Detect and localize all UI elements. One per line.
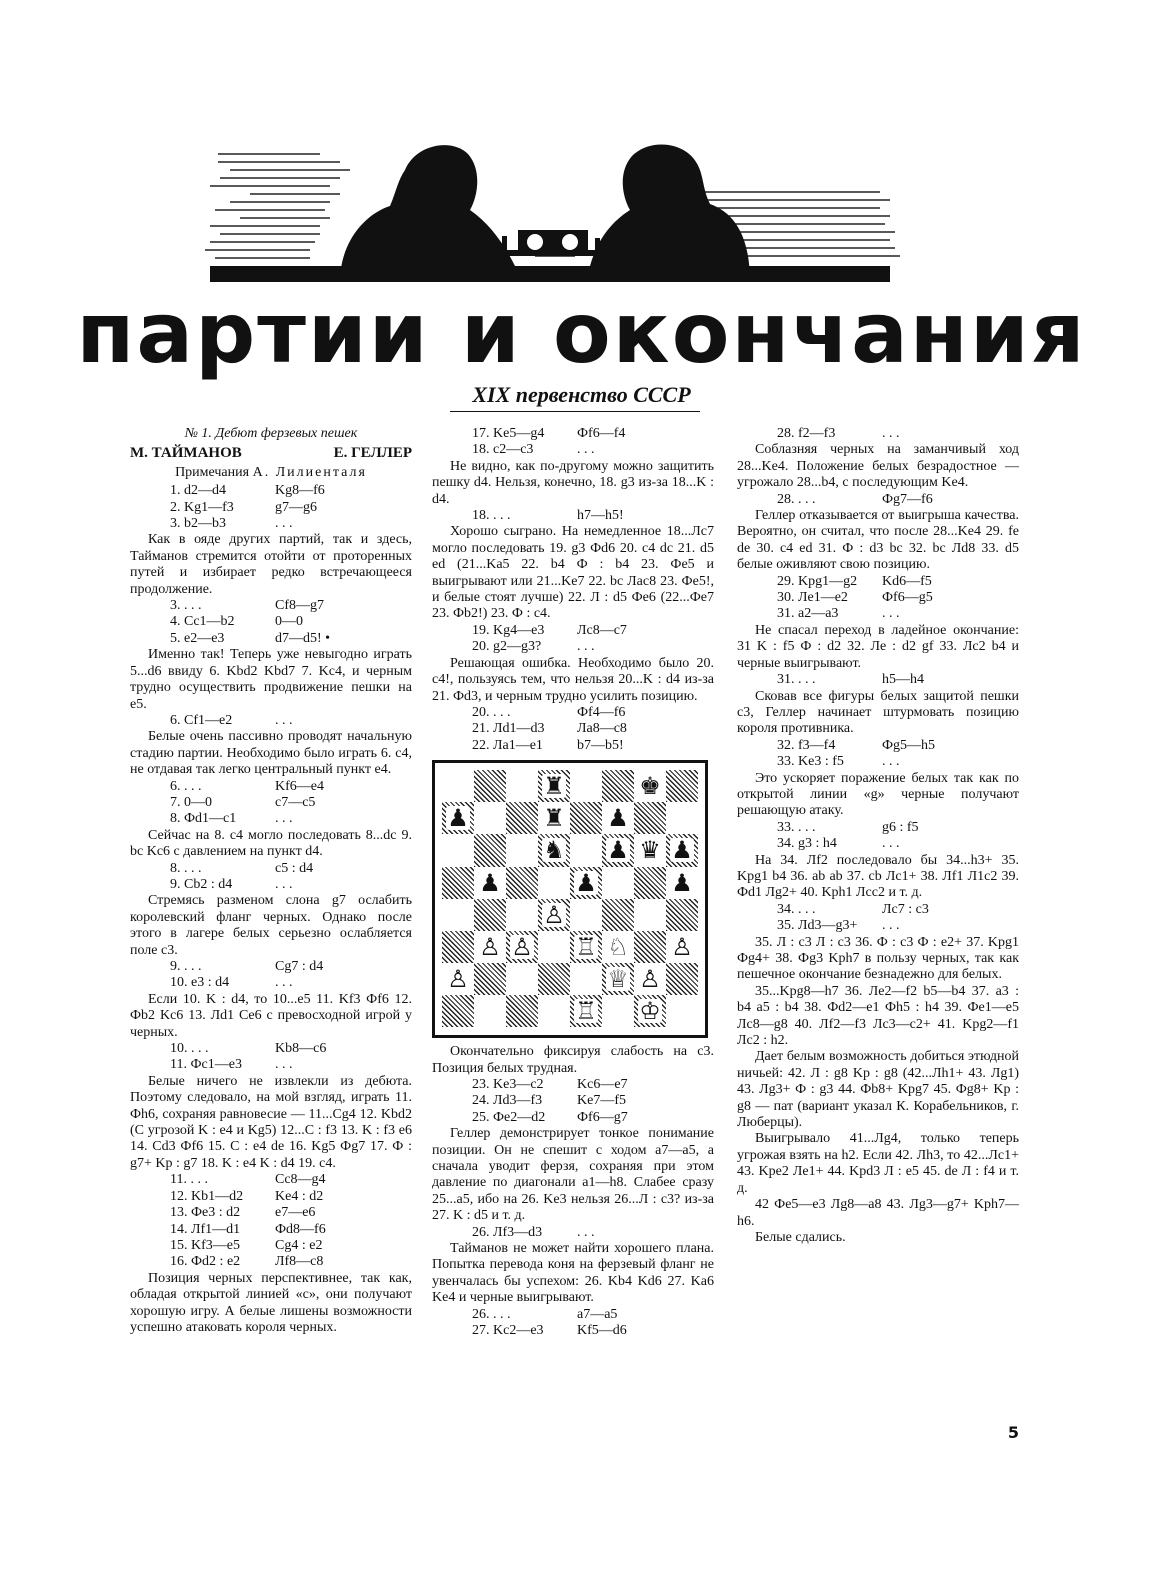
commentary-paragraph: Окончательно фиксируя слабость на c3. Позиция белых трудная.	[432, 1044, 714, 1076]
black-move: Фg7—f6	[882, 491, 933, 507]
move-row	[432, 1110, 714, 1126]
move-row	[130, 713, 412, 729]
black-move: . . .	[275, 712, 293, 728]
black-move: Cg7 : d4	[275, 959, 324, 974]
black-move: h7—h5!	[577, 508, 624, 524]
board-square	[442, 770, 474, 802]
board-square	[474, 802, 506, 834]
board-square	[506, 834, 538, 866]
black-move: . . .	[275, 811, 293, 827]
commentary-paragraph: 35...Kpg8—h7 36. Лe2—f2 b5—b4 37. a3 : b4 a5 : b4 38. Фd2—e1 Фh5 : h4 39. Фe1—e5 Лc8—g8 40. Лf2—f3 Лc3—c2+ 41. Kpg2—f1 Лc2 : h2.	[737, 983, 1019, 1049]
white-move: 10. . . .	[170, 1041, 209, 1057]
black-move: Ke4 : d2	[275, 1188, 324, 1204]
black-move: . . .	[275, 975, 293, 991]
white-move: 6. . . .	[170, 778, 202, 794]
commentary-paragraph: 42 Фe5—e3 Лg8—a8 43. Лg3—g7+ Kph7—h6.	[737, 1197, 1019, 1229]
white-move: 22. Лa1—e1	[472, 737, 543, 753]
board-square	[666, 770, 698, 802]
move-row	[432, 721, 714, 737]
board-square	[474, 963, 506, 995]
chess-diagram	[432, 760, 708, 1038]
black-rook-icon: ♜	[543, 772, 565, 801]
black-move: a7—a5	[577, 1306, 618, 1322]
white-move: 26. Лf3—d3	[472, 1224, 543, 1240]
page-title: партии и окончания	[76, 284, 1087, 382]
black-pawn-icon: ♟	[575, 868, 597, 897]
chess-players-illustration	[190, 132, 910, 282]
commentary-paragraph: Решающая ошибка. Необходимо было 20. c4!, пользуясь тем, что нельзя 20...K : d4 из-за 21. Фd3, и черным трудно усилить позицию.	[432, 655, 714, 704]
move-row	[130, 1254, 412, 1270]
black-move: Kg8—f6	[275, 483, 325, 499]
board-square	[634, 770, 666, 802]
black-move: h5—h4	[882, 672, 924, 688]
black-move: c7—c5	[275, 794, 316, 810]
white-move: 33. Ke3 : f5	[777, 754, 844, 770]
chess-board	[442, 770, 698, 1027]
white-move: 20. . . .	[472, 704, 511, 720]
move-row	[737, 836, 1019, 852]
commentary-paragraph: Тайманов не может найти хорошего плана. Попытка перевода коня на ферзевый фланг не увенчалась бы успехом: 26. Kb4 Kd6 27. Ka6 Ke4 и черные выигрывают.	[432, 1241, 714, 1306]
white-knight-icon: ♘	[607, 932, 629, 961]
black-move: Kf5—d6	[577, 1323, 627, 1339]
move-row	[130, 516, 412, 532]
black-move: Фf6—g7	[577, 1109, 628, 1125]
white-move: 25. Фe2—d2	[472, 1109, 546, 1125]
black-move: . . .	[275, 516, 293, 532]
black-move: Лc8—c7	[577, 622, 627, 638]
commentary-paragraph: Не спасал переход в ладейное окончание: 31 K : f5 Ф : d2 32. Лe : d2 gf 33. Лc2 b4 и черные выигрывают.	[737, 622, 1019, 671]
white-move: 18. c2—c3	[472, 442, 534, 458]
commentary-paragraph: Дает белым возможность добиться этюдной ничьей: 42. Л : g8 Kp : g8 (42...Лh1+ 43. Лg1) 43. Лg3+ Ф : g3 44. Фb8+ Kpg7 45. Фg8+ Kp : g8 — пат (вариант указал К. Корабельников, г. Люберцы).	[737, 1049, 1019, 1131]
commentary-paragraph: Хорошо сыграно. На немедленное 18...Лc7 могло последовать 19. g3 Фd6 20. c4 dc 21. d5 ed (21...Ka5 22. b4 Ф : b4 23. Фe5 и выигрывают или 21...Ke7 22. bc Лac8 23. Фe5!, и белые стоят лучше) 22. Л : d5 Фe6 (22...Фe7 23. Фb2!) 23. Ф : c4.	[432, 524, 714, 622]
white-move: 4. Cc1—b2	[170, 614, 235, 630]
white-move: 28. f2—f3	[777, 426, 836, 441]
left-column-content	[130, 483, 412, 1336]
move-row	[737, 672, 1019, 688]
board-square	[442, 931, 474, 963]
black-move: Лa8—c8	[577, 721, 627, 737]
board-square	[666, 802, 698, 834]
move-row	[432, 639, 714, 655]
commentary-paragraph: Именно так! Теперь уже невыгодно играть 5...d6 ввиду 6. Kbd2 Kbd7 7. Kc4, и черным трудно осуществить продвижение пешки на e5.	[130, 647, 412, 712]
black-pawn-icon: ♟	[479, 868, 501, 897]
move-row	[432, 426, 714, 442]
white-move: 8. Фd1—c1	[170, 811, 237, 827]
white-pawn-icon: ♙	[639, 964, 661, 993]
move-row	[130, 975, 412, 991]
black-move: Kc6—e7	[577, 1076, 628, 1092]
move-row	[737, 606, 1019, 622]
white-move: 35. Лd3—g3+	[777, 918, 858, 934]
commentary-paragraph: Как в ояде других партий, так и здесь, Тайманов стремится отойти от проторенных путей и избирает редко встречающееся продолжение.	[130, 532, 412, 597]
white-move: 7. 0—0	[170, 794, 212, 810]
white-move: 3. b2—b3	[170, 516, 226, 532]
white-move: 20. g2—g3?	[472, 639, 542, 655]
board-square	[570, 834, 602, 866]
black-move: Cc8—g4	[275, 1172, 326, 1188]
move-row	[432, 1093, 714, 1109]
board-square	[602, 867, 634, 899]
white-move: 30. Лe1—e2	[777, 590, 848, 606]
column-middle	[432, 426, 714, 1339]
move-row	[130, 861, 412, 877]
white-rook-icon: ♖	[575, 997, 597, 1026]
board-square	[538, 770, 570, 802]
white-move: 19. Kg4—e3	[472, 622, 545, 638]
white-move: 2. Kg1—f3	[170, 499, 234, 515]
white-move: 8. . . .	[170, 860, 202, 876]
black-pawn-icon: ♟	[671, 868, 693, 897]
column-left	[130, 426, 412, 1336]
black-move: . . .	[882, 426, 900, 441]
board-square	[442, 834, 474, 866]
white-move: 18. . . .	[472, 508, 511, 524]
black-pawn-icon: ♟	[671, 836, 693, 865]
board-square	[602, 770, 634, 802]
board-square	[474, 770, 506, 802]
board-square	[634, 931, 666, 963]
board-square	[602, 963, 634, 995]
board-square	[602, 834, 634, 866]
black-move: d7—d5! •	[275, 630, 331, 646]
move-row	[130, 1222, 412, 1238]
board-square	[474, 931, 506, 963]
commentary-paragraph: На 34. Лf2 последовало бы 34...h3+ 35. Kpg1 b4 36. ab ab 37. cb Лc1+ 38. Лf1 Л1c2 39. Фd1 Лg2+ 40. Kph1 Лcc2 и т. д.	[737, 852, 1019, 901]
commentary-paragraph: Стремясь разменом слона g7 ослабить королевский фланг черных. Однако после этого в лагере белых серьезно ослабляется поле c3.	[130, 893, 412, 958]
move-row	[130, 614, 412, 630]
move-row	[432, 1323, 714, 1339]
black-move: Ke7—f5	[577, 1093, 626, 1109]
commentary-paragraph: 35. Л : c3 Л : c3 36. Ф : c3 Ф : e2+ 37. Kpg1 Фg4+ 38. Фg3 Kph7 в пользу черных, так как пешечное окончание безнадежно для белых.	[737, 934, 1019, 983]
white-move: 31. . . .	[777, 672, 816, 688]
black-move: . . .	[275, 876, 293, 892]
black-move: b7—b5!	[577, 737, 624, 753]
move-row	[130, 1205, 412, 1221]
board-square	[602, 995, 634, 1027]
move-row	[130, 631, 412, 647]
black-move: . . .	[577, 639, 595, 655]
white-move: 24. Лd3—f3	[472, 1093, 543, 1109]
black-move: Фf6—f4	[577, 426, 626, 441]
black-move: . . .	[577, 442, 595, 458]
annotator-name: А. Лилиенталя	[252, 464, 367, 480]
board-square	[570, 899, 602, 931]
white-move: 9. . . .	[170, 959, 202, 974]
white-king-icon: ♔	[639, 997, 661, 1026]
black-move: . . .	[275, 1057, 293, 1073]
board-square	[634, 834, 666, 866]
board-square	[666, 963, 698, 995]
board-square	[538, 867, 570, 899]
board-square	[634, 963, 666, 995]
section-underline	[450, 411, 700, 412]
black-move: Лf8—c8	[275, 1254, 324, 1270]
board-square	[442, 867, 474, 899]
board-square	[666, 931, 698, 963]
black-pawn-icon: ♟	[447, 804, 469, 833]
white-pawn-icon: ♙	[479, 932, 501, 961]
move-row	[737, 820, 1019, 836]
move-row	[432, 1077, 714, 1093]
white-move: 34. . . .	[777, 901, 816, 917]
black-move: . . .	[882, 918, 900, 934]
board-square	[442, 802, 474, 834]
white-move: 28. . . .	[777, 491, 816, 507]
board-square	[506, 770, 538, 802]
black-move: e7—e6	[275, 1205, 316, 1221]
board-square	[442, 963, 474, 995]
board-square	[602, 931, 634, 963]
commentary-paragraph: Сейчас на 8. c4 могло последовать 8...dc 9. bc Kc6 с давлением на пункт d4.	[130, 827, 412, 860]
commentary-paragraph: Если 10. K : d4, то 10...e5 11. Kf3 Фf6 12. Фb2 Kc6 13. Лd1 Ce6 с превосходной игрой у черных.	[130, 991, 412, 1040]
white-move: 29. Kpg1—g2	[777, 573, 858, 589]
move-row	[130, 1238, 412, 1254]
white-move: 27. Kc2—e3	[472, 1323, 544, 1339]
move-row	[737, 918, 1019, 934]
move-row	[130, 1172, 412, 1188]
white-move: 11. Фc1—e3	[170, 1057, 242, 1073]
commentary-paragraph: Это ускоряет поражение белых так как по открытой линии «g» черные получают решающую атаку.	[737, 770, 1019, 819]
black-pawn-icon: ♟	[607, 804, 629, 833]
annotator-label: Примечания	[175, 464, 250, 480]
move-row	[130, 795, 412, 811]
white-move: 17. Ke5—g4	[472, 426, 545, 441]
board-square	[506, 931, 538, 963]
board-square	[634, 995, 666, 1027]
move-row	[130, 483, 412, 499]
board-square	[474, 867, 506, 899]
move-row	[432, 442, 714, 458]
black-move: g7—g6	[275, 499, 317, 515]
players-line	[130, 445, 412, 461]
board-square	[634, 899, 666, 931]
board-square	[602, 802, 634, 834]
move-row	[432, 623, 714, 639]
move-row	[130, 598, 412, 614]
black-move: Фg5—h5	[882, 737, 936, 753]
board-square	[538, 802, 570, 834]
black-move: . . .	[577, 1224, 595, 1240]
white-move: 31. a2—a3	[777, 606, 839, 622]
white-move: 6. Cf1—e2	[170, 712, 233, 728]
white-move: 13. Фe3 : d2	[170, 1205, 241, 1221]
black-pawn-icon: ♟	[607, 836, 629, 865]
board-square	[602, 899, 634, 931]
section-title: XIX первенство СССР	[472, 382, 691, 407]
board-square	[442, 899, 474, 931]
white-move: 1. d2—d4	[170, 483, 226, 499]
board-square	[666, 995, 698, 1027]
board-square	[474, 834, 506, 866]
black-move: Лc7 : c3	[882, 901, 929, 917]
black-move: g6 : f5	[882, 819, 919, 835]
white-queen-icon: ♕	[607, 964, 629, 993]
board-square	[570, 963, 602, 995]
white-move: 32. f3—f4	[777, 737, 836, 753]
board-square	[538, 834, 570, 866]
black-move: Cf8—g7	[275, 598, 324, 614]
move-row	[130, 500, 412, 516]
black-move: Фd8—f6	[275, 1221, 326, 1237]
commentary-paragraph: Геллер отказывается от выигрыша качества. Вероятно, он считал, что после 28...Ke4 29. fe de 30. c4 ed 31. Ф : d3 bc 32. bc Лd8 33. d5 белые оживляют свою позицию.	[737, 508, 1019, 573]
white-move: 3. . . .	[170, 598, 202, 614]
white-move: 16. Фd2 : e2	[170, 1254, 241, 1270]
black-king-icon: ♚	[639, 772, 661, 801]
move-row	[130, 1189, 412, 1205]
board-square	[474, 899, 506, 931]
white-pawn-icon: ♙	[543, 900, 565, 929]
board-square	[538, 963, 570, 995]
commentary-paragraph: Сковав все фигуры белых защитой пешки c3, Геллер начинает штурмовать позицию короля противника.	[737, 688, 1019, 737]
commentary-paragraph: Выигрывало 41...Лg4, только теперь угрожая взять на h2. Если 42. Лh3, то 42...Лc1+ 43. Kpe2 Лe1+ 44. Kpd3 Л : e5 45. de Л : f4 и т. д.	[737, 1131, 1019, 1196]
move-row	[737, 426, 1019, 442]
commentary-paragraph: Белые сдались.	[755, 1229, 846, 1245]
board-square	[538, 899, 570, 931]
move-row	[432, 738, 714, 754]
board-square	[570, 802, 602, 834]
board-square	[570, 770, 602, 802]
move-row	[737, 738, 1019, 754]
black-move: Kd6—f5	[882, 573, 932, 589]
white-move: 33. . . .	[777, 819, 816, 835]
white-move: 26. . . .	[472, 1306, 511, 1322]
board-square	[506, 899, 538, 931]
board-square	[666, 867, 698, 899]
commentary-paragraph: Геллер демонстрирует тонкое понимание позиции. Он не спешит с ходом a7—a5, а сначала уводит ферзя, сохраняя при этом давление по диагонали a1—h8. Слабее сразу 25...a5, ибо на 26. Ke3 нельзя 26...Л : c3? из-за 27. K : d5 и т. д.	[432, 1126, 714, 1224]
white-pawn-icon: ♙	[671, 932, 693, 961]
board-square	[506, 963, 538, 995]
move-row	[130, 811, 412, 827]
black-move: . . .	[882, 754, 900, 770]
white-move: 5. e2—e3	[170, 630, 225, 646]
commentary-paragraph: Соблазняя черных на заманчивый ход 28...Ke4. Положение белых безрадостное — угрожало 28...b4, с последующим Ke4.	[737, 442, 1019, 491]
white-pawn-icon: ♙	[511, 932, 533, 961]
black-move: . . .	[882, 836, 900, 852]
board-square	[506, 995, 538, 1027]
move-row	[432, 1307, 714, 1323]
move-row	[737, 754, 1019, 770]
board-square	[570, 931, 602, 963]
white-player: М. ТАЙМАНОВ	[130, 445, 242, 462]
move-row	[432, 1225, 714, 1241]
commentary-paragraph: Позиция черных перспективнее, так как, обладая открытой линией «c», они получают хорошую игру. А белые лишены возможности успешно атаковать короля черных.	[130, 1270, 412, 1335]
move-row	[130, 1057, 412, 1073]
page-number: 5	[1007, 1423, 1019, 1442]
black-knight-icon: ♞	[543, 836, 565, 865]
board-square	[506, 802, 538, 834]
commentary-paragraph: Белые очень пассивно проводят начальную стадию партии. Необходимо было играть 6. c4, не отдавая так легко центральный пункт e4.	[130, 729, 412, 778]
black-rook-icon: ♜	[543, 804, 565, 833]
move-row	[130, 779, 412, 795]
board-square	[442, 995, 474, 1027]
move-row	[737, 492, 1019, 508]
black-move: Kb8—c6	[275, 1041, 327, 1057]
board-square	[634, 802, 666, 834]
board-square	[474, 995, 506, 1027]
move-row	[432, 508, 714, 524]
board-square	[506, 867, 538, 899]
white-pawn-icon: ♙	[447, 964, 469, 993]
board-square	[634, 867, 666, 899]
board-square	[538, 995, 570, 1027]
white-move: 12. Kb1—d2	[170, 1188, 244, 1204]
white-move: 10. e3 : d4	[170, 975, 230, 991]
move-row	[130, 1041, 412, 1057]
middle-column-content	[432, 426, 714, 1339]
board-square	[570, 995, 602, 1027]
game-heading: № 1. Дебют ферзевых пешек	[184, 426, 358, 441]
white-move: 14. Лf1—d1	[170, 1221, 241, 1237]
black-move: Cg4 : e2	[275, 1237, 323, 1253]
move-row	[737, 574, 1019, 590]
white-rook-icon: ♖	[575, 932, 597, 961]
black-move: Kf6—e4	[275, 778, 324, 794]
white-move: 11. . . .	[170, 1172, 208, 1188]
board-square	[666, 834, 698, 866]
black-player: Е. ГЕЛЛЕР	[333, 445, 412, 462]
move-row	[737, 590, 1019, 606]
right-column-content	[737, 426, 1019, 1246]
commentary-paragraph: Белые ничего не извлекли из дебюта. Поэтому следовало, на мой взгляд, играть 11. Фh6, сохраняя равновесие — 11...Cg4 12. Kbd2 (С угрозой K : e4 и Kg5) 12...C : f3 13. K : f3 e6 14. Cd3 Фf6 15. C : e4 de 16. Kg5 Фg7 17. Ф : g7+ Kp : g7 18. K : e4 K : d4 19. c4.	[130, 1073, 412, 1171]
white-move: 23. Ke3—c2	[472, 1076, 544, 1092]
black-move: . . .	[882, 606, 900, 622]
board-square	[538, 931, 570, 963]
commentary-paragraph: Не видно, как по-другому можно защитить пешку d4. Нельзя, конечно, 18. g3 из-за 18...K : d4.	[432, 458, 714, 507]
black-queen-icon: ♛	[639, 836, 661, 865]
board-square	[570, 867, 602, 899]
white-move: 9. Cb2 : d4	[170, 876, 233, 892]
board-square	[666, 899, 698, 931]
white-move: 21. Лd1—d3	[472, 721, 545, 737]
move-row	[130, 959, 412, 975]
black-move: Фf6—g5	[882, 590, 933, 606]
black-move: 0—0	[275, 614, 303, 630]
black-move: Фf4—f6	[577, 704, 626, 720]
column-right	[737, 426, 1019, 1246]
move-row	[130, 877, 412, 893]
move-row	[737, 902, 1019, 918]
white-move: 15. Kf3—e5	[170, 1237, 240, 1253]
move-row	[432, 705, 714, 721]
black-move: c5 : d4	[275, 860, 314, 876]
annotator-line	[130, 465, 412, 481]
white-move: 34. g3 : h4	[777, 836, 837, 852]
